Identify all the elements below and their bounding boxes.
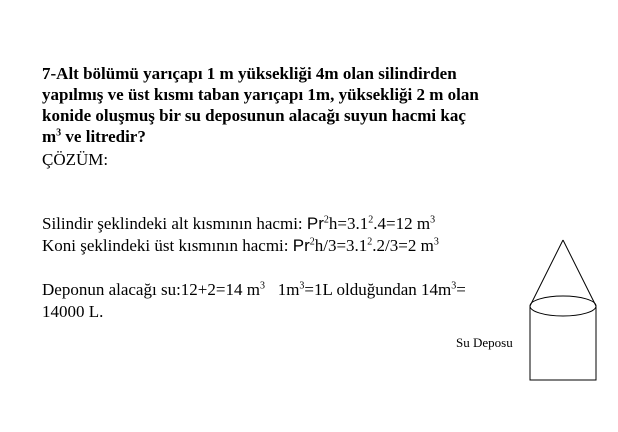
- cone-volume-line: [42, 235, 439, 256]
- cone-label: Koni şeklindeki üst kısmının hacmi:: [42, 236, 293, 255]
- question-line-3: konide oluşmuş bir su deposunun alacağı suyun hacmi kaç: [42, 106, 466, 125]
- cylinder-sup-1: 2: [323, 214, 329, 226]
- cylinder-body: [530, 306, 596, 380]
- total-b: 1m: [264, 280, 300, 299]
- cylinder-sup-3: 3: [430, 214, 436, 226]
- cone-end: .2/3=2 m: [372, 236, 434, 255]
- total-volume-line: [42, 279, 466, 300]
- total-sup-3: 3: [451, 280, 457, 292]
- cone-sup-3: 3: [433, 236, 439, 248]
- total-a: Deponun alacağı su:12+2=14 m: [42, 280, 260, 299]
- total-c: =1L olduğundan 14m: [304, 280, 452, 299]
- question-text: [42, 63, 562, 147]
- cone-sup-2: 2: [367, 236, 373, 248]
- cylinder-volume-line: [42, 213, 435, 234]
- question-unit-exponent: 3: [56, 127, 62, 139]
- cylinder-label: Silindir şeklindeki alt kısmının hacmi:: [42, 214, 307, 233]
- question-line-4: [42, 126, 562, 147]
- total-sup-2: 3: [299, 280, 305, 292]
- cylinder-sup-2: 2: [368, 214, 374, 226]
- cone-sup-1: 2: [309, 236, 315, 248]
- question-line-1: 7-Alt bölümü yarıçapı 1 m yüksekliği 4m olan silindirden: [42, 64, 457, 83]
- solution-label: ÇÖZÜM:: [42, 150, 109, 169]
- cone-mid: h/3=3.1: [314, 236, 368, 255]
- water-tank-figure: [520, 238, 600, 383]
- cylinder-pr: Pr: [306, 214, 324, 233]
- total-sup-1: 3: [259, 280, 265, 292]
- figure-label: Su Deposu: [456, 335, 513, 350]
- liters-line: 14000 L.: [42, 302, 104, 321]
- question-unit: m: [42, 127, 57, 146]
- cylinder-mid: h=3.1: [328, 214, 369, 233]
- question-line-4-rest: ve litredir?: [61, 127, 146, 146]
- question-line-2: yapılmış ve üst kısmı taban yarıçapı 1m, yüksekliği 2 m olan: [42, 85, 479, 104]
- cylinder-top-ellipse: [530, 296, 596, 316]
- cylinder-end: .4=12 m: [373, 214, 431, 233]
- cone-pr: Pr: [292, 236, 310, 255]
- total-d: =: [456, 280, 466, 299]
